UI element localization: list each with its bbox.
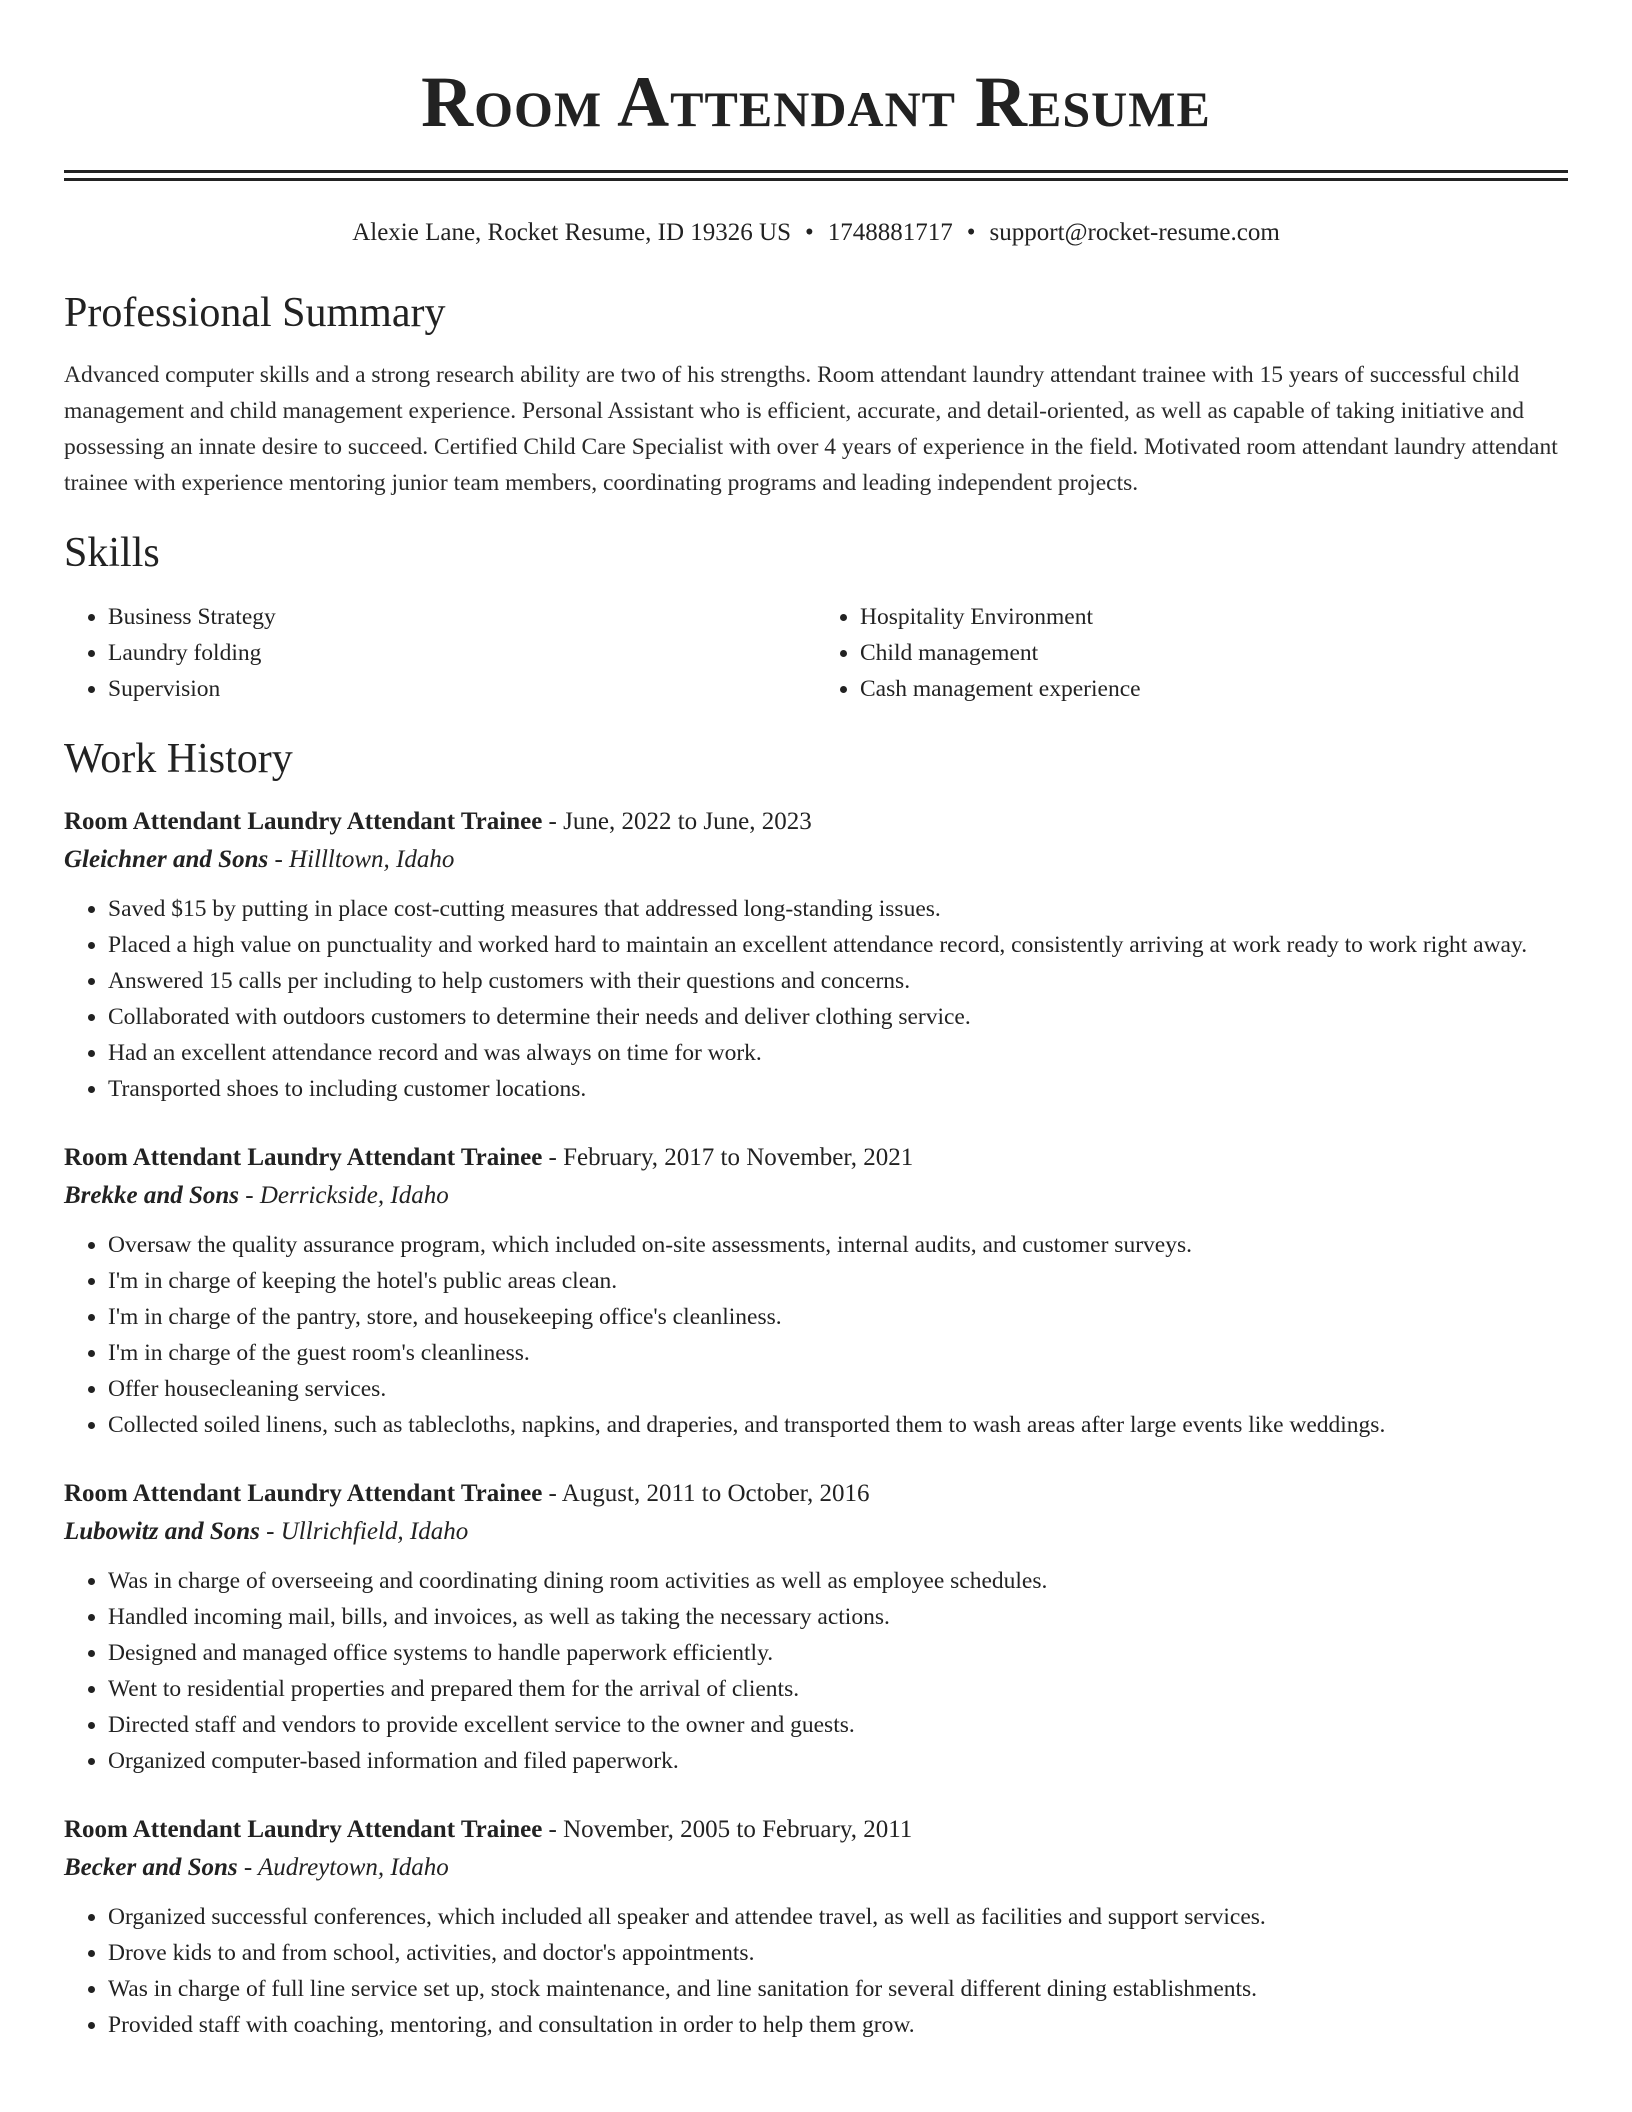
job-entry [64,1475,1568,1779]
job-entry [64,1139,1568,1443]
job-title-line [64,1811,1568,1849]
job-bullet: • Collaborated with outdoors customers to determine their needs and deliver clothing service. [108,999,1568,1035]
job-bullet: • Handled incoming mail, bills, and invoices, as well as taking the necessary actions. [108,1599,1568,1635]
job-bullet: • I'm in charge of the guest room's cleanliness. [108,1335,1568,1371]
job-location: - Hillltown, Idaho [268,846,455,873]
skill-item: • Business Strategy [108,599,816,635]
skills-list-left [64,599,816,707]
job-bullet: • Saved $15 by putting in place cost-cutting measures that addressed long-standing issues. [108,891,1568,927]
skill-item: • Child management [860,635,1568,671]
job-role: Room Attendant Laundry Attendant Trainee [64,1144,543,1171]
job-bullets [64,1563,1568,1779]
job-company-line [64,1513,1568,1551]
job-location: - Audreytown, Idaho [237,1854,449,1881]
job-dates: - August, 2011 to October, 2016 [542,1480,870,1507]
skills-list-right [816,599,1568,707]
job-bullet: • Drove kids to and from school, activities, and doctor's appointments. [108,1935,1568,1971]
job-location: - Ullrichfield, Idaho [259,1518,469,1545]
job-bullet: • Went to residential properties and prepared them for the arrival of clients. [108,1671,1568,1707]
job-bullet: • Designed and managed office systems to handle paperwork efficiently. [108,1635,1568,1671]
job-role: Room Attendant Laundry Attendant Trainee [64,808,543,835]
title-divider [64,170,1568,181]
resume-title: Room Attendant Resume [421,62,1211,142]
job-role: Room Attendant Laundry Attendant Trainee [64,1480,543,1507]
work-history-heading: Work History [64,736,293,782]
contact-email[interactable]: support@rocket-resume.com [989,219,1280,246]
job-bullet: • Oversaw the quality assurance program, which included on-site assessments, internal audits, and customer surveys. [108,1227,1568,1263]
work-history-section [64,735,1568,2043]
job-bullet: • Provided staff with coaching, mentoring, and consultation in order to help them grow. [108,2007,1568,2043]
job-company: Becker and Sons [64,1854,238,1881]
job-bullets [64,1227,1568,1443]
job-company: Lubowitz and Sons [64,1518,260,1545]
job-bullet: • Was in charge of overseeing and coordinating dining room activities as well as employee schedules. [108,1563,1568,1599]
skill-item: • Cash management experience [860,671,1568,707]
job-bullet: • Collected soiled linens, such as tablecloths, napkins, and draperies, and transported them to wash areas after large events like weddings. [108,1407,1568,1443]
job-role: Room Attendant Laundry Attendant Trainee [64,1816,543,1843]
job-bullets [64,891,1568,1107]
contact-separator: • [966,219,976,246]
job-bullets [64,1899,1568,2043]
skill-item: • Hospitality Environment [860,599,1568,635]
job-bullet: • Offer housecleaning services. [108,1371,1568,1407]
contact-phone: 1748881717 [827,219,953,246]
job-bullet: • Organized successful conferences, which included all speaker and attendee travel, as well as facilities and support services. [108,1899,1568,1935]
job-title-line [64,803,1568,841]
job-bullet: • Transported shoes to including customer locations. [108,1071,1568,1107]
job-company-line [64,1177,1568,1215]
job-company-line [64,1849,1568,1887]
summary-heading: Professional Summary [64,290,446,336]
skill-item: • Supervision [108,671,816,707]
skills-columns [64,599,1568,707]
job-bullet: • I'm in charge of keeping the hotel's public areas clean. [108,1263,1568,1299]
job-bullet: • Placed a high value on punctuality and worked hard to maintain an excellent attendance record, consistently arriving at work ready to work right away. [108,927,1568,963]
job-bullet: • I'm in charge of the pantry, store, and housekeeping office's cleanliness. [108,1299,1568,1335]
job-bullet: • Organized computer-based information and filed paperwork. [108,1743,1568,1779]
skill-item: • Laundry folding [108,635,816,671]
job-dates: - June, 2022 to June, 2023 [542,808,812,835]
job-location: - Derrickside, Idaho [239,1182,449,1209]
job-company-line [64,841,1568,879]
job-bullet: • Answered 15 calls per including to help customers with their questions and concerns. [108,963,1568,999]
skills-heading: Skills [64,530,160,576]
job-company: Gleichner and Sons [64,846,269,873]
contact-address: Alexie Lane, Rocket Resume, ID 19326 US [352,219,791,246]
job-entry [64,1811,1568,2043]
contact-separator: • [804,219,814,246]
job-company: Brekke and Sons [64,1182,240,1209]
job-title-line [64,1139,1568,1177]
job-bullet: • Was in charge of full line service set up, stock maintenance, and line sanitation for several different dining establishments. [108,1971,1568,2007]
job-dates: - November, 2005 to February, 2011 [542,1816,913,1843]
summary-section [64,289,1568,501]
job-entry [64,803,1568,1107]
job-bullet: • Had an excellent attendance record and was always on time for work. [108,1035,1568,1071]
contact-line [64,217,1568,249]
skills-section [64,529,1568,707]
job-bullet: • Directed staff and vendors to provide excellent service to the owner and guests. [108,1707,1568,1743]
job-dates: - February, 2017 to November, 2021 [542,1144,914,1171]
job-title-line [64,1475,1568,1513]
summary-text: Advanced computer skills and a strong research ability are two of his strengths. Room attendant laundry attendant trainee with 15 years of successful child management and child management experience. Personal Assistant who is efficient, accurate, and detail-oriented, as well as capable of taking initiative and possessing an innate desire to succeed. Certified Child Care Specialist with over 4 years of experience in the field. Motivated room attendant laundry attendant trainee with experience mentoring junior team members, coordinating programs and leading independent projects. [64,362,1558,496]
